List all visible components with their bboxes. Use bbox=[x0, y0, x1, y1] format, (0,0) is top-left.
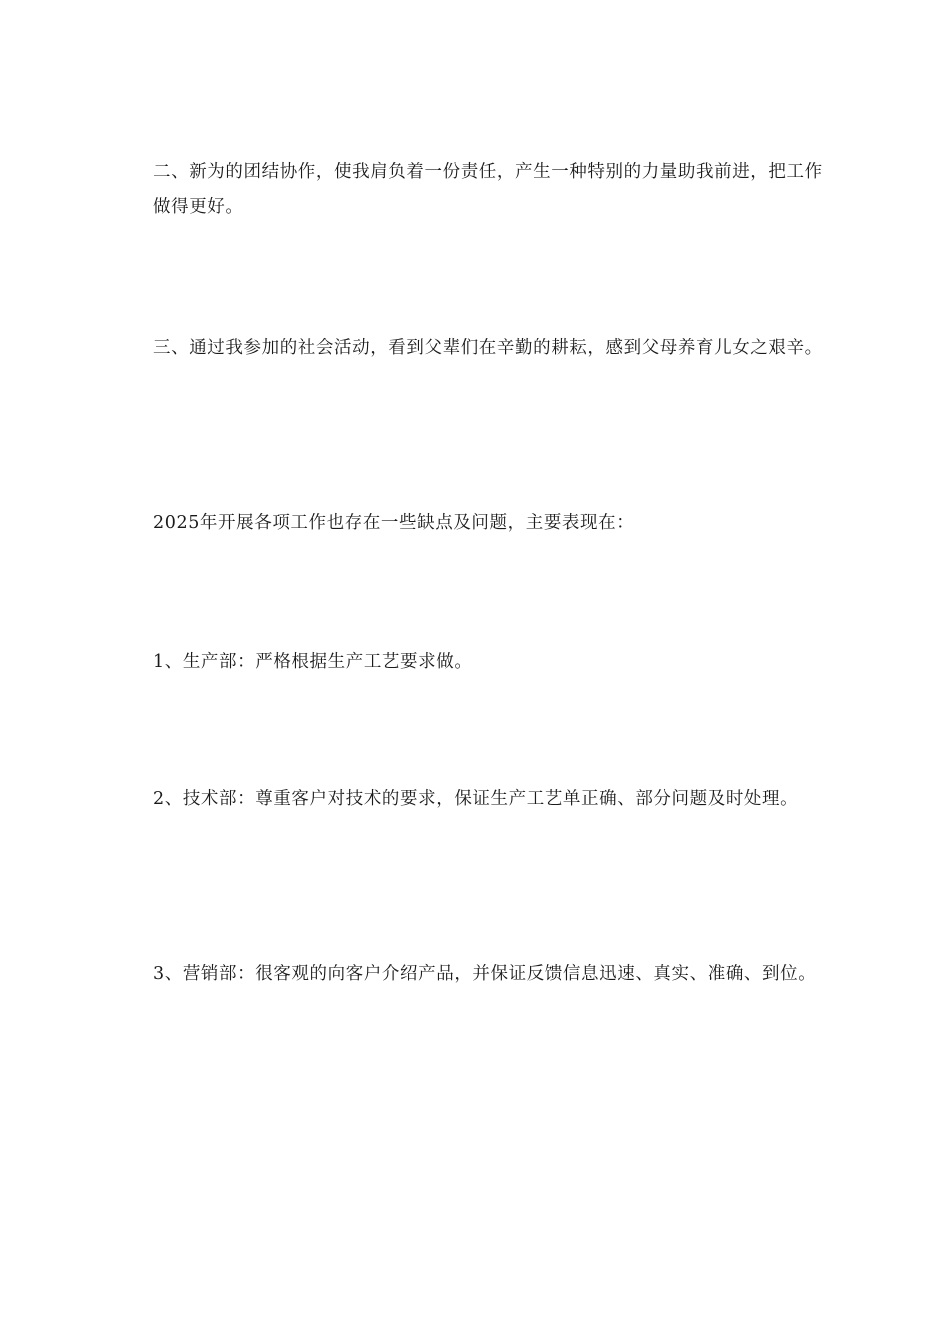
paragraph-production-dept: 1、生产部：严格根据生产工艺要求做。 bbox=[153, 652, 473, 672]
paragraph-teamwork: 二、新为的团结协作，使我肩负着一份责任，产生一种特别的力量助我前进，把工作做得更好。 bbox=[153, 162, 823, 217]
paragraph-marketing-dept: 3、营销部：很客观的向客户介绍产品，并保证反馈信息迅速、真实、准确、到位。 bbox=[153, 964, 817, 984]
paragraph-social-activity: 三、通过我参加的社会活动，看到父辈们在辛勤的耕耘，感到父母养育儿女之艰辛。 bbox=[153, 338, 823, 358]
paragraph-tech-dept: 2、技术部：尊重客户对技术的要求，保证生产工艺单正确、部分问题及时处理。 bbox=[153, 789, 799, 809]
paragraph-problems-intro: 2025年开展各项工作也存在一些缺点及问题，主要表现在： bbox=[153, 513, 635, 533]
